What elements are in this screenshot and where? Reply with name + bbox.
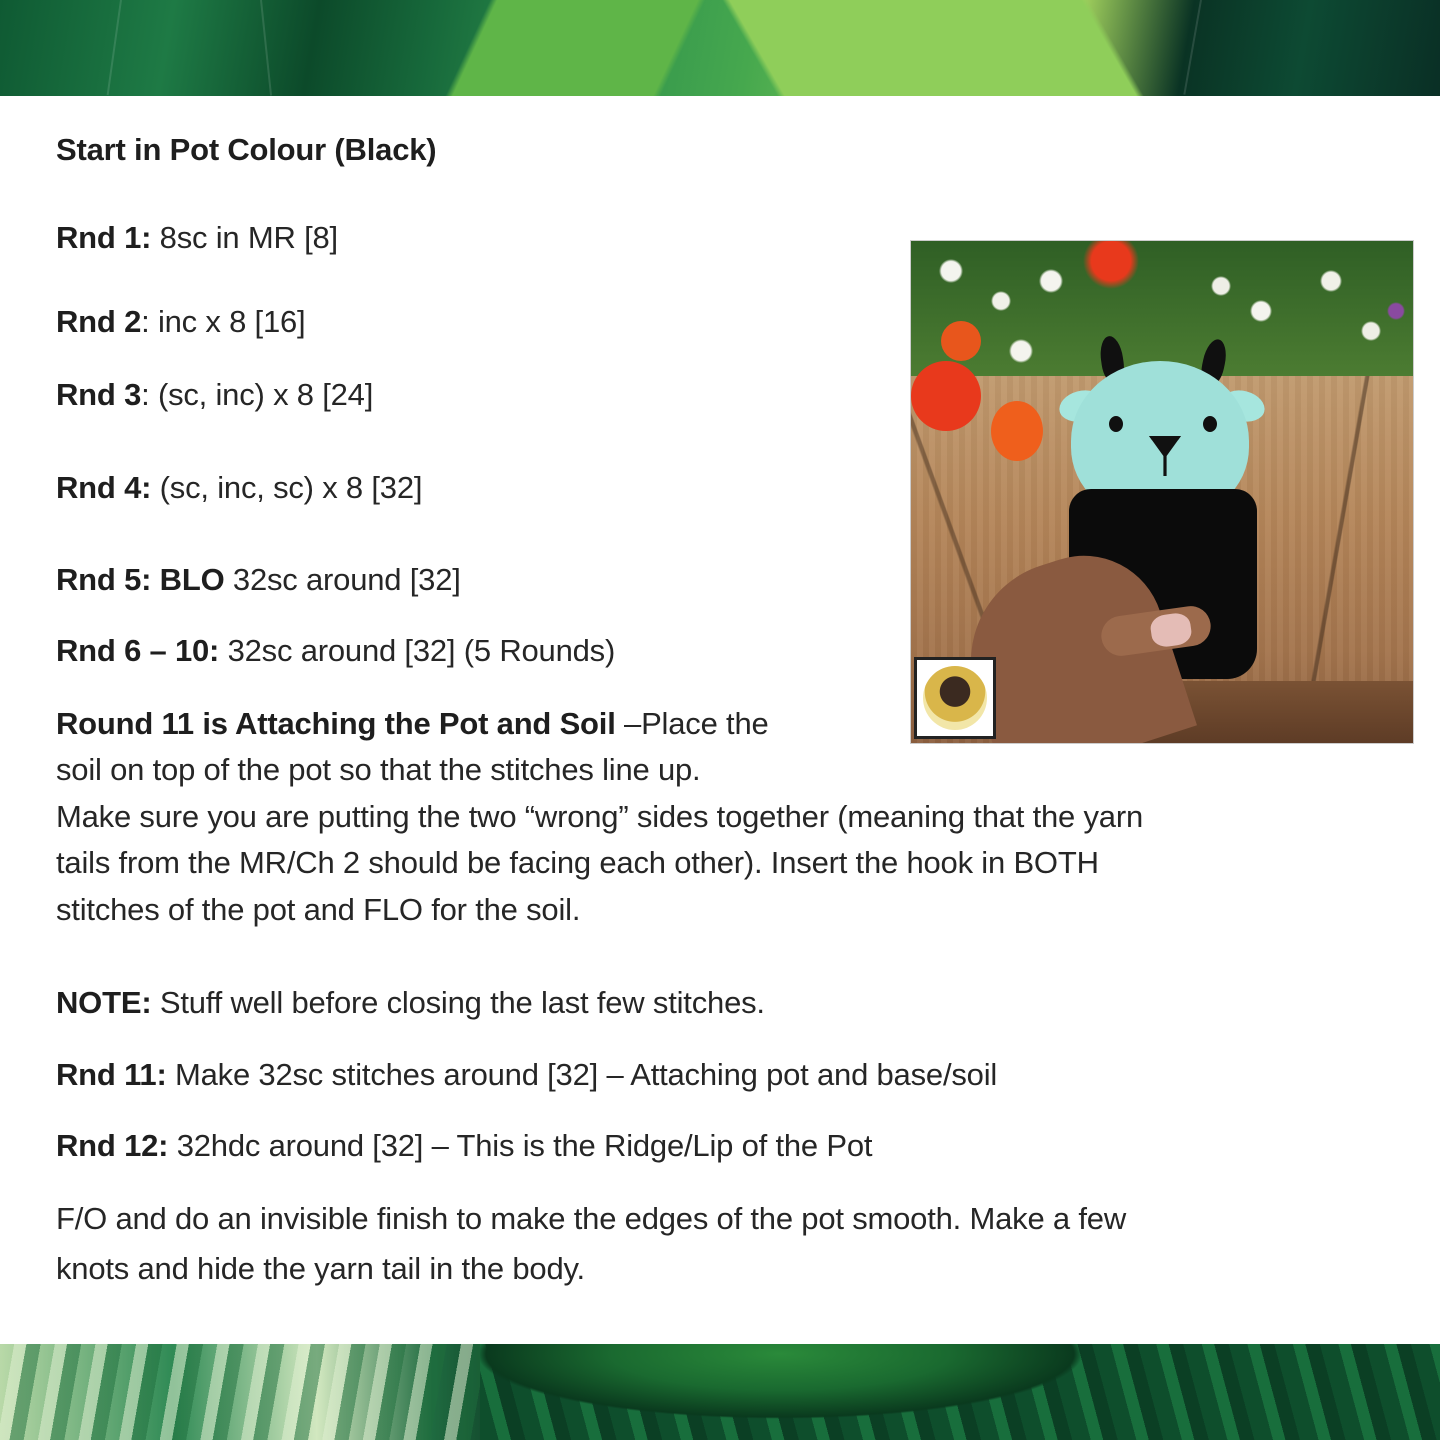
finish-instructions: F/O and do an invisible finish to make the edges of the pot smooth. Make a few — [56, 1201, 1127, 1236]
leaf-vein — [1183, 0, 1202, 95]
orange-flower — [991, 401, 1043, 461]
round-4: Rnd 4: (sc, inc, sc) x 8 [32] — [56, 470, 423, 505]
round-6-10: Rnd 6 – 10: 32sc around [32] (5 Rounds) — [56, 633, 616, 668]
attach-section-line: stitches of the pot and FLO for the soil. — [56, 892, 581, 927]
round-12: Rnd 12: 32hdc around [32] – This is the Ridge/Lip of the Pot — [56, 1128, 873, 1163]
goat-pot-photo — [910, 240, 1414, 744]
attach-section-title: Round 11 is Attaching the Pot and Soil –Place the — [56, 706, 769, 741]
attach-section-line: tails from the MR/Ch 2 should be facing each other). Insert the hook in BOTH — [56, 845, 1099, 880]
leaf-vein — [260, 0, 272, 96]
red-flower — [911, 361, 981, 431]
goat-eye — [1109, 416, 1123, 432]
round-11: Rnd 11: Make 32sc stitches around [32] – Attaching pot and base/soil — [56, 1057, 998, 1092]
top-leaf-banner — [0, 0, 1440, 96]
section-heading: Start in Pot Colour (Black) — [56, 132, 437, 167]
attach-section-line: Make sure you are putting the two “wrong” sides together (meaning that the yarn — [56, 799, 1144, 834]
attach-section-line: soil on top of the pot so that the stitches line up. — [56, 752, 701, 787]
round-1: Rnd 1: 8sc in MR [8] — [56, 220, 338, 255]
note: NOTE: Stuff well before closing the last few stitches. — [56, 985, 765, 1020]
orange-flower — [941, 321, 981, 361]
round-2: Rnd 2: inc x 8 [16] — [56, 304, 306, 339]
round-3: Rnd 3: (sc, inc) x 8 [24] — [56, 377, 374, 412]
leaf-vein — [107, 0, 122, 95]
goat-eye — [1203, 416, 1217, 432]
round-5: Rnd 5: BLO 32sc around [32] — [56, 562, 461, 597]
dark-leaf — [480, 1344, 1440, 1440]
creator-logo-icon — [914, 657, 996, 739]
finish-instructions: knots and hide the yarn tail in the body. — [56, 1251, 585, 1286]
bottom-leaf-banner — [0, 1344, 1440, 1440]
